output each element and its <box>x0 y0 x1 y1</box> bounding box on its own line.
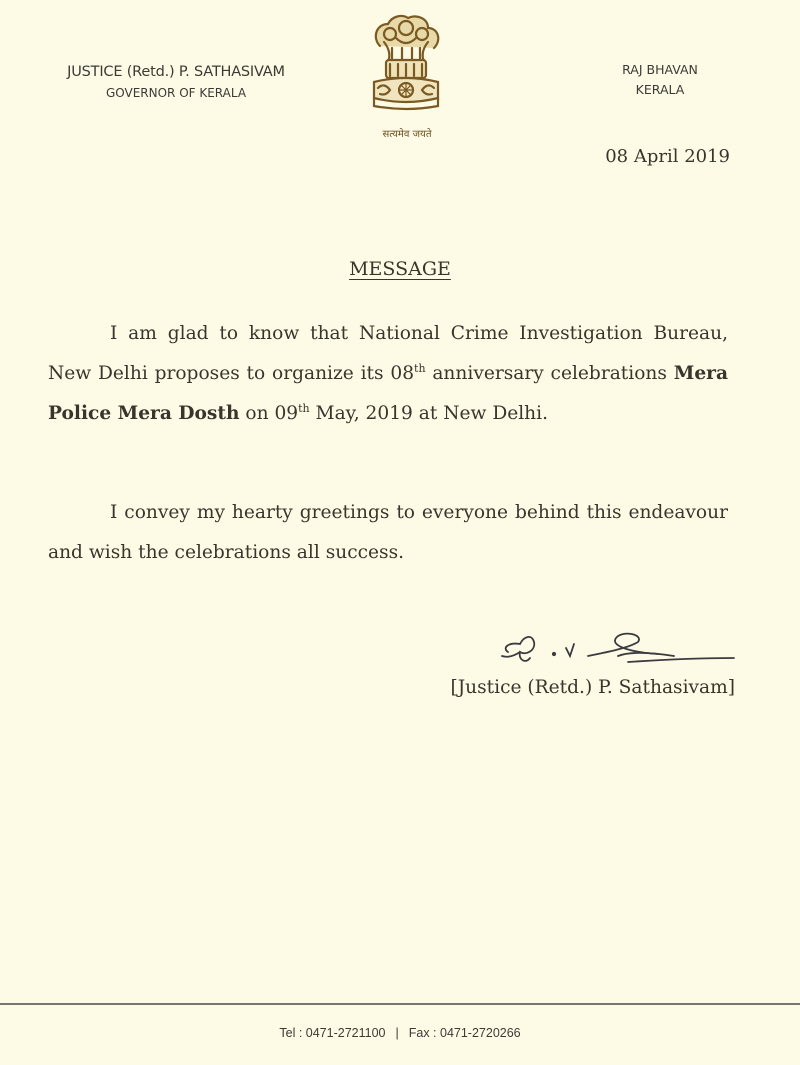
office-name: RAJ BHAVAN <box>622 62 698 77</box>
office-state: KERALA <box>635 82 685 97</box>
emblem-motto: सत्यमेव जयते <box>382 129 432 140</box>
ordinal-suffix: th <box>414 362 426 375</box>
handwritten-signature <box>498 622 738 674</box>
message-title: MESSAGE <box>349 258 451 280</box>
state-emblem-icon <box>362 8 450 126</box>
footer-divider <box>0 1003 800 1005</box>
telephone-number: Tel : 0471-2721100 <box>279 1026 386 1040</box>
para1-text-4: May, 2019 at New Delhi. <box>309 403 549 424</box>
para2-text: I convey my hearty greetings to everyone behind this endeavour and wish the celebrations all success. <box>48 502 728 563</box>
message-paragraph-1 <box>48 314 728 434</box>
footer-separator: | <box>395 1026 399 1040</box>
message-paragraph-2 <box>48 493 728 573</box>
ordinal-suffix: th <box>298 402 310 415</box>
para1-text-2: anniversary celebrations <box>425 363 674 384</box>
letter-date: 08 April 2019 <box>605 146 730 167</box>
signatory-name: [Justice (Retd.) P. Sathasivam] <box>450 677 735 698</box>
event-name: Mera Police Mera Dosth <box>48 363 728 424</box>
para1-text-1: I am glad to know that National Crime Investigation Bureau, New Delhi proposes to organize its 08 <box>48 323 728 384</box>
para1-text-3: on 09 <box>239 403 299 424</box>
sender-title: GOVERNOR OF KERALA <box>105 86 247 100</box>
footer-contact <box>0 1026 800 1040</box>
sender-name: JUSTICE (Retd.) P. SATHASIVAM <box>67 64 285 80</box>
fax-number: Fax : 0471-2720266 <box>408 1026 521 1040</box>
